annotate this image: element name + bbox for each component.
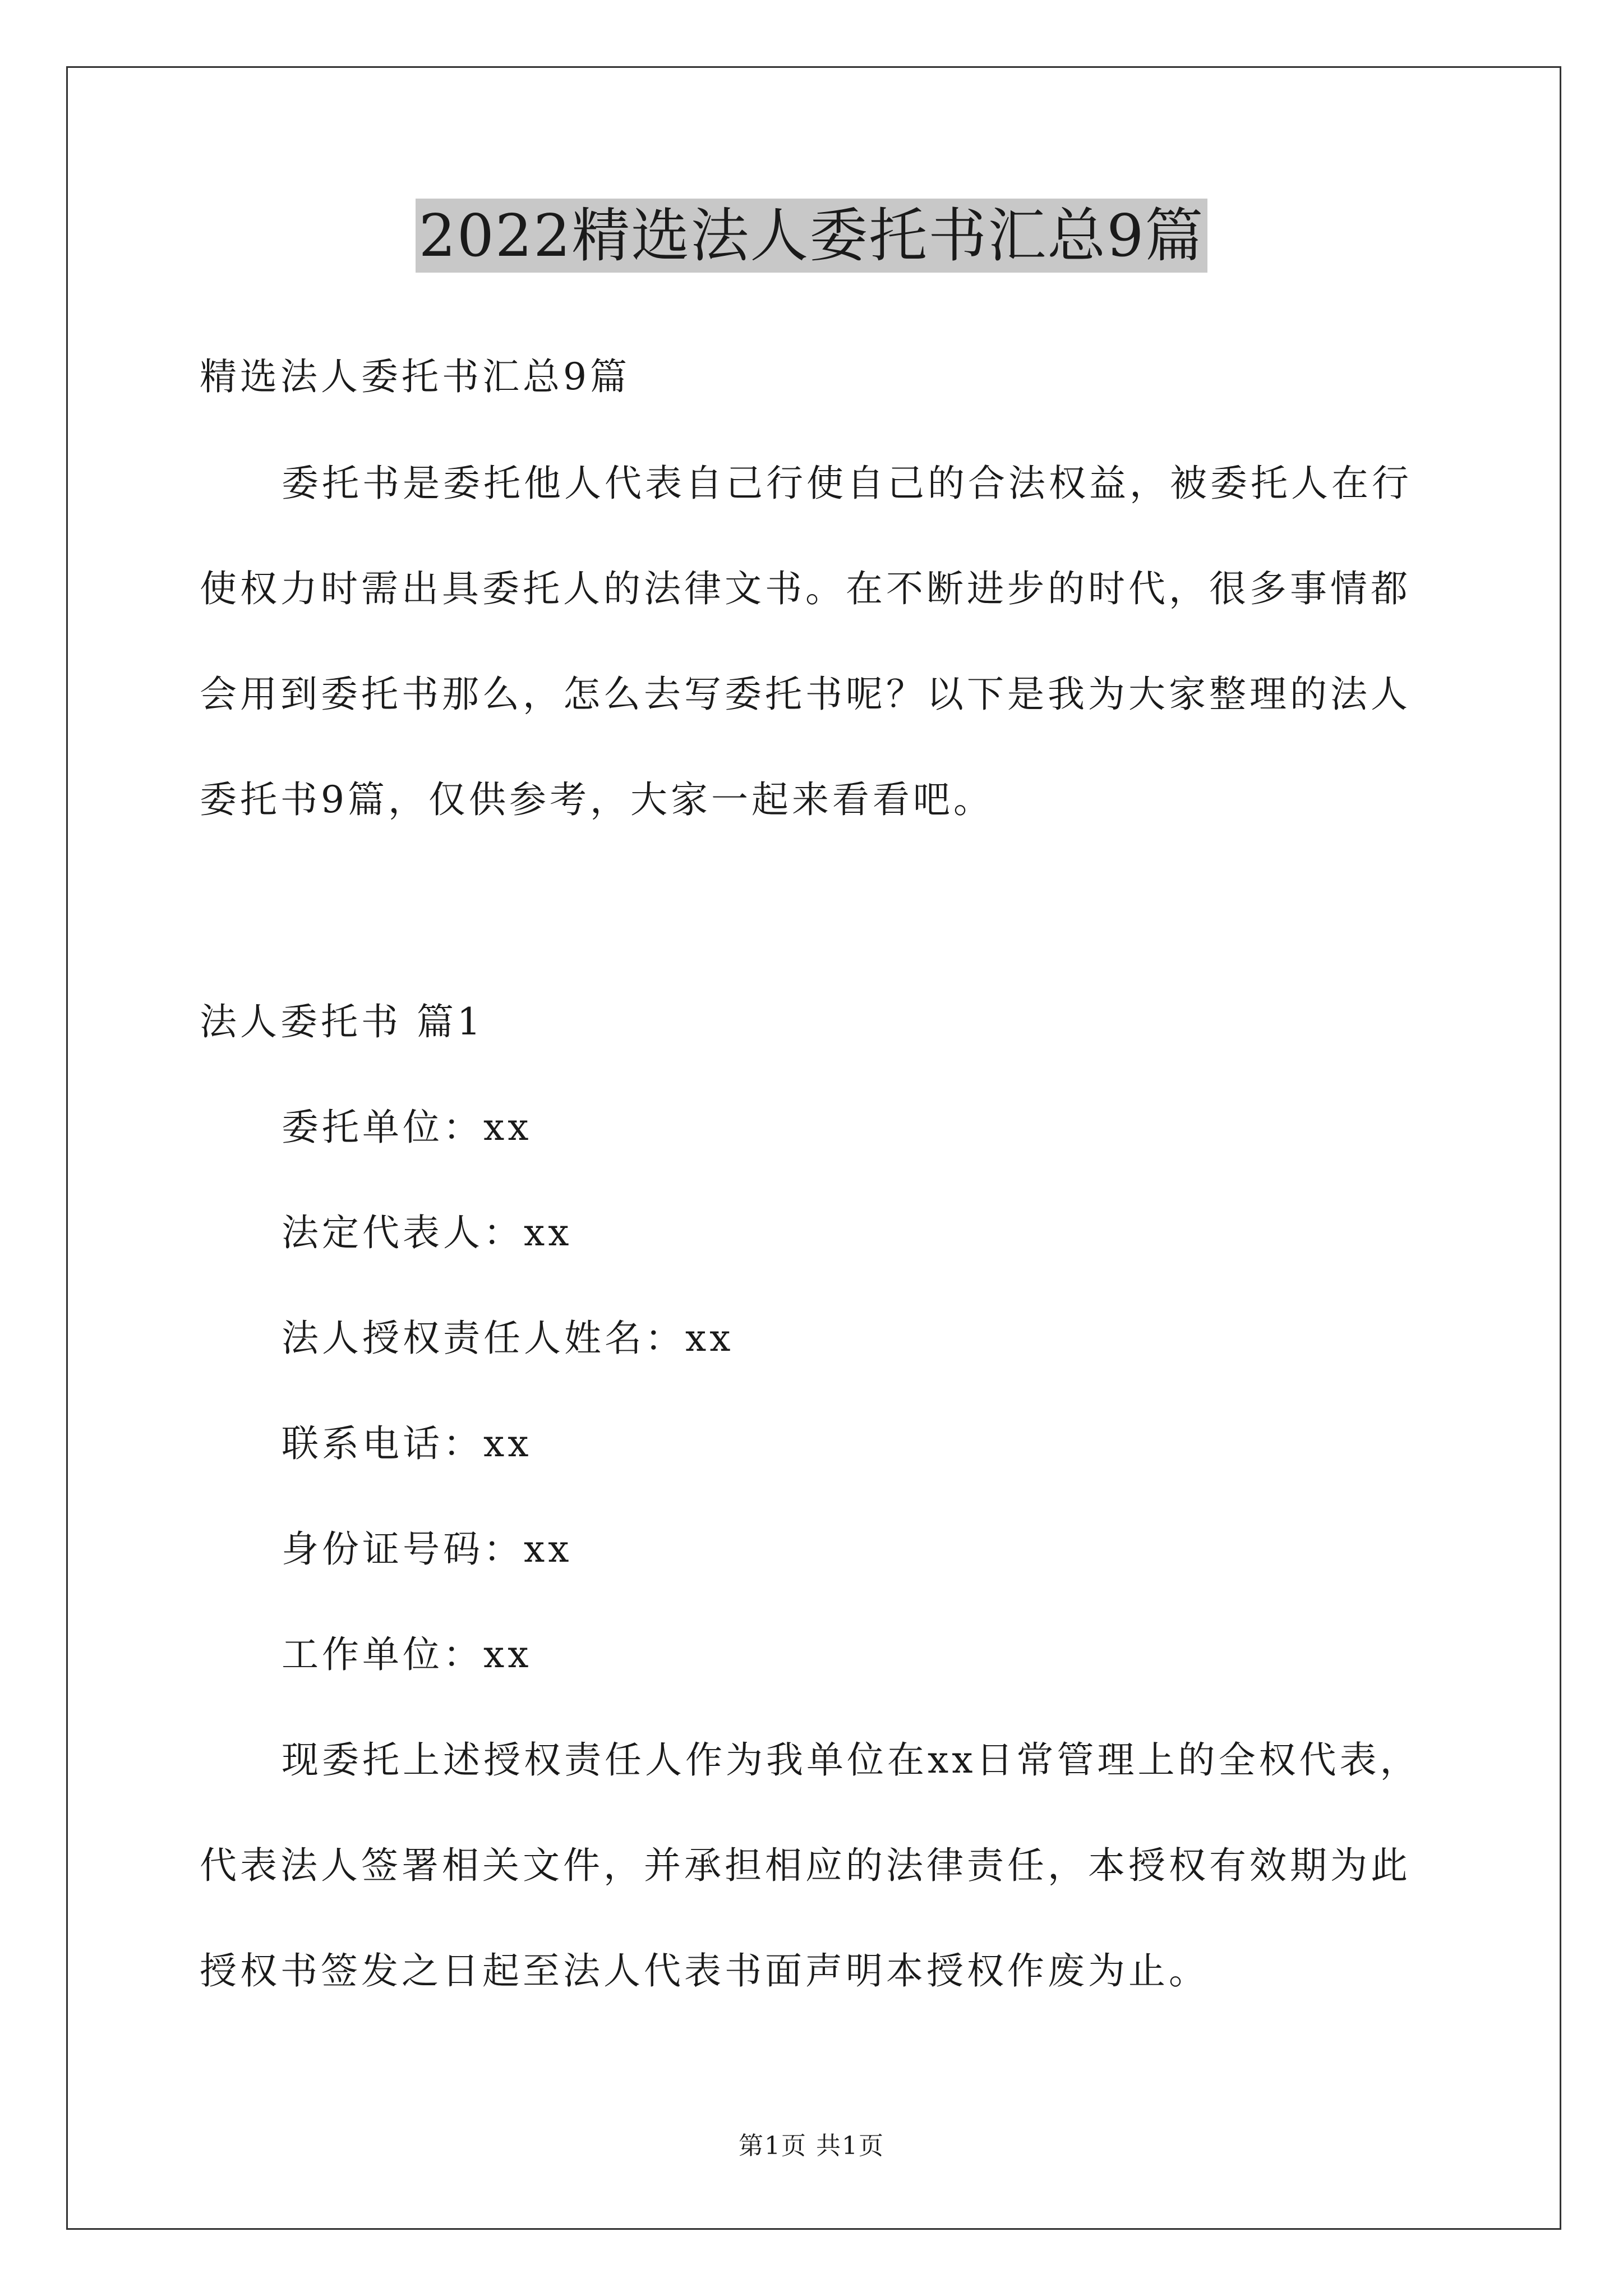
section-heading: 法人委托书 篇1	[200, 1000, 484, 1043]
intro-line-2: 使权力时需出具委托人的法律文书。在不断进步的时代，很多事情都	[200, 567, 1411, 610]
field-line: 工作单位：xx	[282, 1633, 532, 1676]
title-container	[0, 199, 1623, 273]
intro-line-1: 委托书是委托他人代表自己行使自己的合法权益，被委托人在行	[282, 462, 1412, 505]
field-line: 联系电话：xx	[282, 1422, 532, 1465]
body-line-2: 代表法人签署相关文件，并承担相应的法律责任，本授权有效期为此	[200, 1844, 1411, 1887]
field-line: 身份证号码：xx	[282, 1527, 573, 1571]
intro-line-4: 委托书9篇，仅供参考，大家一起来看看吧。	[200, 778, 994, 821]
document-subtitle: 精选法人委托书汇总9篇	[200, 355, 630, 398]
page-footer: 第1页 共1页	[739, 2132, 884, 2160]
field-line: 法定代表人：xx	[282, 1211, 573, 1254]
intro-line-3: 会用到委托书那么，怎么去写委托书呢？以下是我为大家整理的法人	[200, 673, 1411, 716]
body-line-1: 现委托上述授权责任人作为我单位在xx日常管理上的全权代表，	[282, 1738, 1421, 1782]
field-line: 法人授权责任人姓名：xx	[282, 1317, 734, 1360]
body-line-3: 授权书签发之日起至法人代表书面声明本授权作废为止。	[200, 1949, 1209, 1993]
field-line: 委托单位：xx	[282, 1106, 532, 1149]
document-title: 2022精选法人委托书汇总9篇	[416, 199, 1208, 273]
